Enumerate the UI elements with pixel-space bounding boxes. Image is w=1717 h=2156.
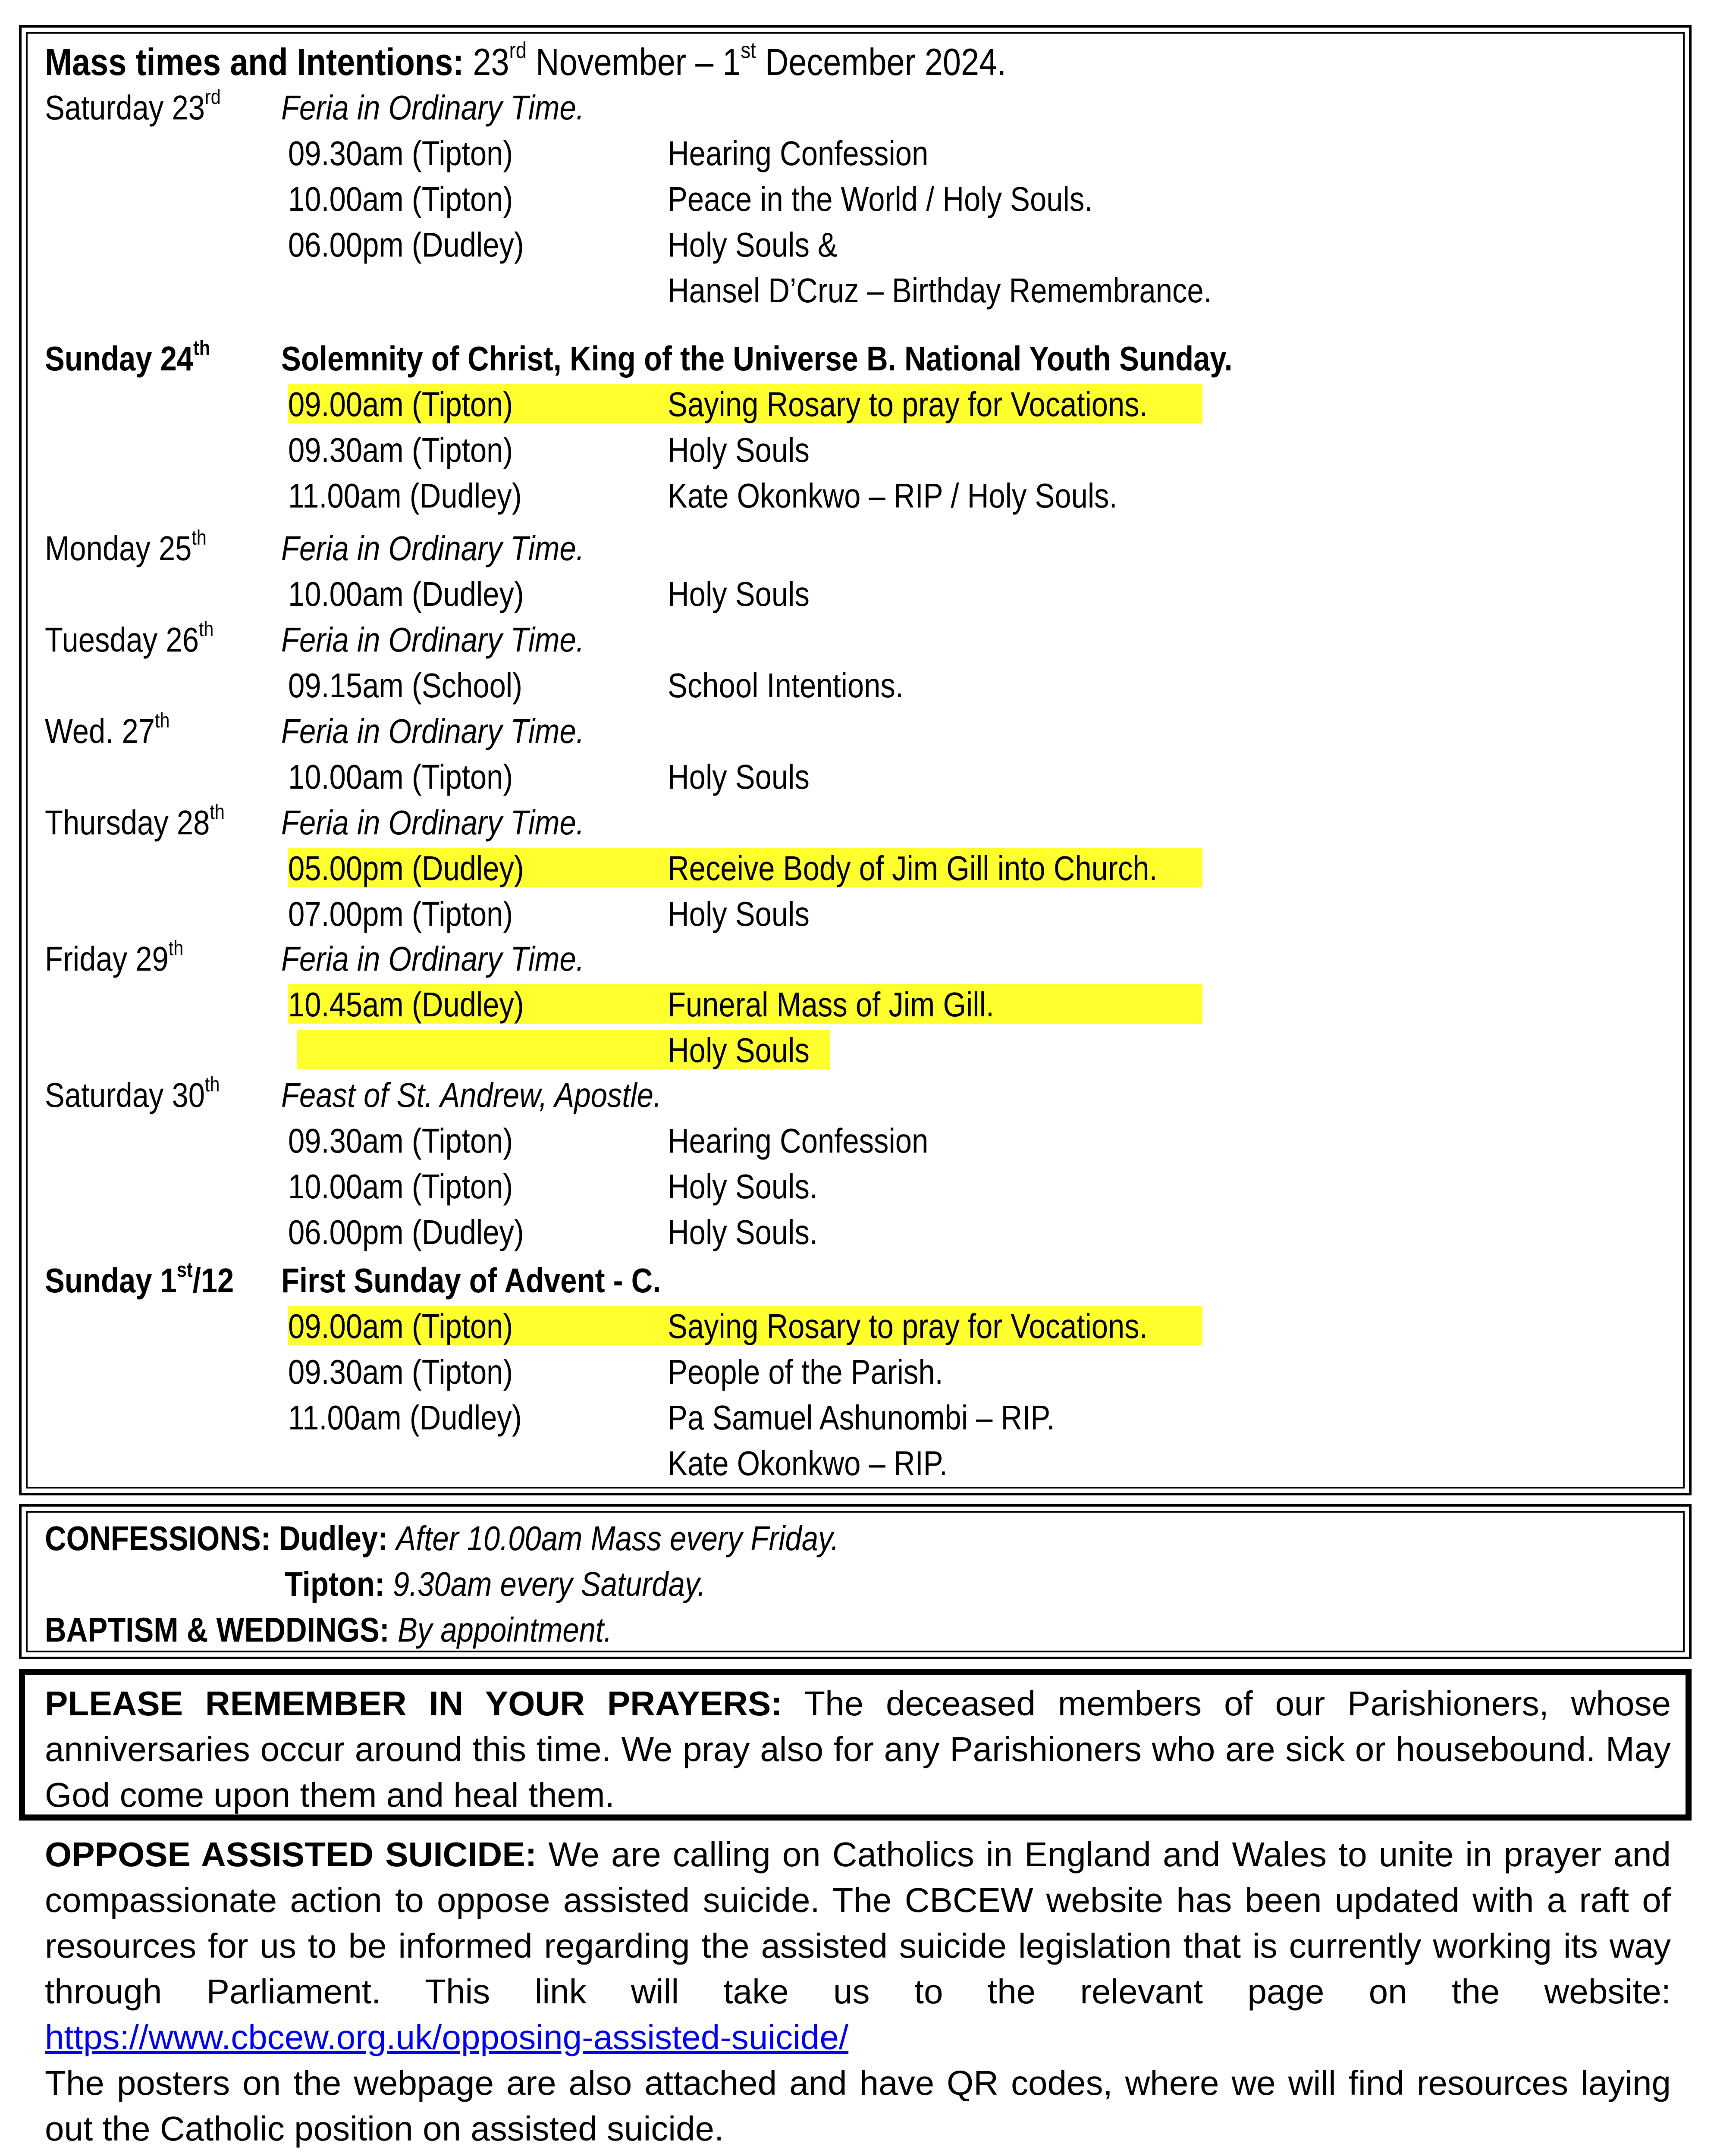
day-ordinal: th: [154, 709, 170, 732]
mass-intention: Kate Okonkwo – RIP.: [668, 1444, 948, 1482]
mass-time: 05.00pm (Dudley): [288, 849, 524, 887]
day-label: [45, 526, 233, 567]
mass-time: 09.30am (Tipton): [288, 1122, 513, 1160]
mass-time: 10.00am (Tipton): [288, 758, 513, 796]
mass-time: 07.00pm (Tipton): [288, 895, 513, 933]
mass-intention: Holy Souls: [668, 1031, 810, 1069]
mass-time: 10.00am (Tipton): [288, 180, 513, 218]
feast-title: [281, 942, 634, 976]
day-ordinal: th: [205, 1073, 220, 1096]
day-name: Thursday 28: [45, 803, 210, 842]
posters-paragraph: [45, 2060, 1671, 2152]
mass-time: 11.00am (Dudley): [288, 476, 522, 515]
feast-text: Feria in Ordinary Time.: [281, 803, 584, 842]
day-ordinal: th: [198, 618, 214, 641]
day-label: [45, 86, 249, 127]
feast-text: First Sunday of Advent - C.: [281, 1261, 661, 1300]
day-name: Saturday 23: [45, 88, 205, 127]
cbcew-link[interactable]: https://www.cbcew.org.uk/opposing-assisted-suicide/: [45, 2018, 849, 2056]
day-label: [45, 937, 206, 978]
confessions-line-tipton: [285, 1567, 774, 1601]
day-month: /12: [192, 1261, 234, 1300]
mass-times-box: [19, 25, 1692, 1495]
feast-title: [281, 1078, 724, 1112]
mass-intention: People of the Parish.: [668, 1353, 943, 1391]
mass-title-sup-start: rd: [509, 38, 527, 63]
mass-intention: Holy Souls: [668, 758, 810, 796]
day-ordinal: rd: [205, 86, 221, 109]
feast-text: Feria in Ordinary Time.: [281, 940, 584, 978]
mass-intention: Holy Souls.: [668, 1213, 818, 1251]
baptism-line: [45, 1613, 704, 1647]
mass-intention: Saying Rosary to pray for Vocations.: [668, 1307, 1148, 1345]
day-name: Tuesday 26: [45, 620, 199, 659]
baptism-text: By appointment.: [397, 1611, 612, 1649]
mass-intention: Saying Rosary to pray for Vocations.: [668, 385, 1148, 423]
day-label: [45, 618, 241, 659]
mass-intention: Holy Souls &: [668, 226, 838, 264]
prayers-label: PLEASE REMEMBER IN YOUR PRAYERS:: [45, 1684, 782, 1723]
feast-title: [281, 714, 634, 749]
day-name: Monday 25: [45, 529, 192, 567]
mass-intention: Holy Souls: [668, 431, 810, 469]
mass-intention: Hearing Confession: [668, 1122, 929, 1160]
day-label: [45, 337, 237, 378]
mass-intention: Funeral Mass of Jim Gill.: [668, 985, 994, 1024]
feast-text: Solemnity of Christ, King of the Universe B. National Youth Sunday.: [281, 339, 1233, 378]
mass-intention: Hearing Confession: [668, 134, 929, 172]
mass-intention: Peace in the World / Holy Souls.: [668, 180, 1093, 218]
feast-title: [281, 531, 634, 566]
mass-time: 09.00am (Tipton): [288, 385, 513, 423]
mass-time: 06.00pm (Dudley): [288, 1213, 524, 1251]
mass-title: [45, 38, 1163, 83]
feast-text: Feria in Ordinary Time.: [281, 620, 584, 659]
mass-time: 09.30am (Tipton): [288, 134, 513, 172]
feast-title: [281, 339, 1387, 378]
day-ordinal: th: [191, 526, 207, 549]
mass-time: 10.00am (Dudley): [288, 575, 524, 613]
feast-text: Feria in Ordinary Time.: [281, 712, 584, 750]
oppose-text: We are calling on Catholics in England and Wales to unite in prayer and compassionate action to oppose assisted suicide. The CBCEW website has been updated with a raft of resources for us to be informed regarding the assisted suicide legislation that is currently working its way through Parliament. This link will take us to the relevant page on the website:: [45, 1835, 1671, 2011]
oppose-label: OPPOSE ASSISTED SUICIDE:: [45, 1835, 537, 1874]
mass-intention: School Intentions.: [668, 666, 904, 705]
dudley-label: Dudley:: [279, 1519, 388, 1557]
tipton-text: 9.30am every Saturday.: [392, 1565, 706, 1603]
mass-intention: Holy Souls: [668, 895, 810, 933]
mass-title-date-mid: November – 1: [526, 41, 741, 83]
day-ordinal: th: [193, 337, 210, 360]
day-name: Friday 29: [45, 940, 169, 978]
mass-time: 11.00am (Dudley): [288, 1398, 522, 1437]
mass-time: 10.45am (Dudley): [288, 985, 524, 1024]
feast-text: Feast of St. Andrew, Apostle.: [281, 1076, 662, 1114]
posters-text: The posters on the webpage are also attached and have QR codes, where we will find resources laying out the Catholic position on assisted suicide.: [45, 2064, 1671, 2148]
mass-intention: Pa Samuel Ashunombi – RIP.: [668, 1398, 1055, 1437]
mass-title-label: Mass times and Intentions:: [45, 41, 464, 83]
mass-title-date-end: December 2024.: [756, 41, 1007, 83]
day-ordinal: th: [168, 937, 184, 960]
feast-text: Feria in Ordinary Time.: [281, 529, 584, 567]
day-label: [45, 1259, 265, 1300]
oppose-paragraph: [45, 1832, 1671, 2060]
prayers-paragraph: [45, 1681, 1671, 1818]
dudley-text: After 10.00am Mass every Friday.: [396, 1519, 839, 1557]
day-ordinal: th: [210, 801, 225, 824]
feast-title: [281, 805, 634, 840]
mass-intention: Holy Souls.: [668, 1167, 818, 1206]
feast-title: [281, 1263, 723, 1298]
day-label: [45, 801, 254, 842]
mass-time: 10.00am (Tipton): [288, 1167, 513, 1206]
mass-intention: Hansel D’Cruz – Birthday Remembrance.: [668, 271, 1212, 310]
day-ordinal: st: [176, 1259, 193, 1282]
day-name: Sunday 1: [45, 1261, 177, 1300]
day-label: [45, 1073, 248, 1114]
confessions-label: CONFESSIONS:: [45, 1519, 271, 1557]
baptism-label: BAPTISM & WEDDINGS:: [45, 1611, 389, 1649]
feast-title: [281, 88, 634, 127]
mass-time: 09.00am (Tipton): [288, 1307, 513, 1345]
feast-title: [281, 620, 634, 659]
mass-title-date-start: 23: [464, 41, 509, 83]
day-name: Sunday 24: [45, 339, 194, 378]
tipton-label: Tipton:: [285, 1565, 385, 1603]
mass-intention: Receive Body of Jim Gill into Church.: [668, 849, 1158, 887]
day-name: Wed. 27: [45, 712, 155, 750]
day-label: [45, 709, 190, 750]
feast-text: Feria in Ordinary Time.: [281, 88, 584, 127]
mass-time: 09.30am (Tipton): [288, 431, 513, 469]
prayers-text: The deceased members of our Parishioners, whose anniversaries occur around this time. We pray also for any Parishioners who are sick or housebound. May God come upon them and heal them.: [45, 1684, 1671, 1814]
day-name: Saturday 30: [45, 1076, 205, 1114]
mass-title-sup-end: st: [741, 38, 756, 63]
mass-intention: Kate Okonkwo – RIP / Holy Souls.: [668, 476, 1117, 515]
confessions-line-dudley: [45, 1521, 968, 1556]
mass-time: 09.30am (Tipton): [288, 1353, 513, 1391]
mass-intention: Holy Souls: [668, 575, 810, 613]
mass-time: 06.00pm (Dudley): [288, 226, 524, 264]
mass-time: 09.15am (School): [288, 666, 523, 705]
